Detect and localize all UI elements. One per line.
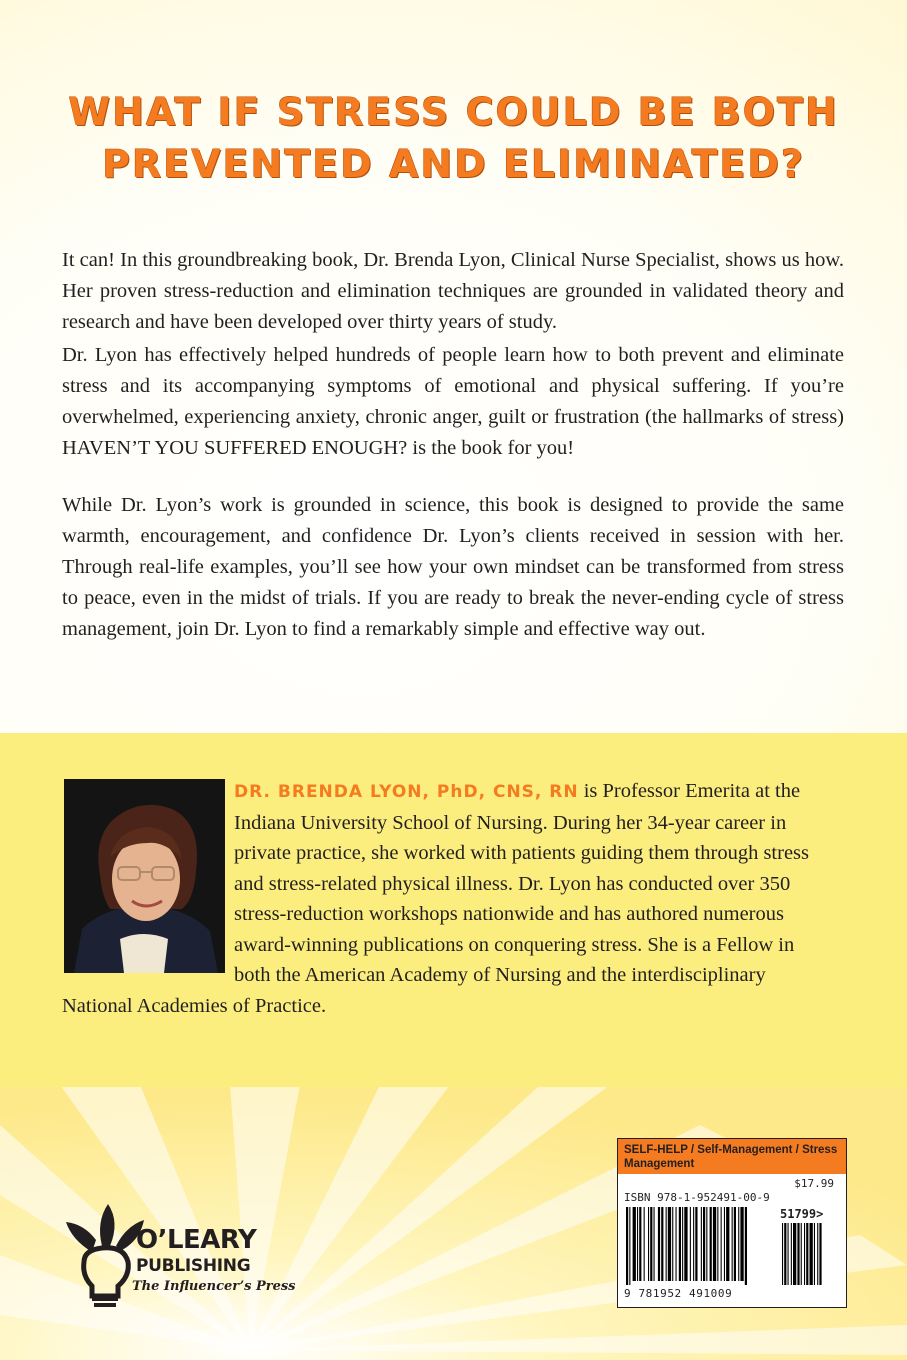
author-name: DR. BRENDA LYON, PhD, CNS, RN xyxy=(234,782,579,802)
barcode-bar xyxy=(661,1207,663,1281)
description-paragraph-2: Dr. Lyon has effectively helped hundreds of people learn how to both prevent and eliminate stress and its accompanying symptoms of emotional and physical suffering. If you’re overwhelmed, experiencing anxiety, chronic anger, guilt or frustration (the hallmarks of stress) HAVEN’T YOU SUFFERED ENOUGH? is the book for you! xyxy=(62,344,844,459)
publisher-name: O’LEARY xyxy=(136,1225,257,1255)
barcode-bar xyxy=(738,1207,739,1281)
headline-line-2: PREVENTED AND ELIMINATED? xyxy=(102,142,805,186)
barcode-bar xyxy=(682,1207,683,1281)
book-category: SELF-HELP / Self-Management / Stress Management xyxy=(618,1139,846,1174)
barcode-bar xyxy=(658,1207,660,1281)
barcode-addon-bar xyxy=(814,1223,815,1285)
barcode-bar xyxy=(710,1207,712,1281)
barcode-addon-digits: 51799> xyxy=(780,1207,824,1221)
barcode-addon-bar xyxy=(791,1223,792,1285)
barcode-bar xyxy=(668,1207,671,1281)
barcode-addon-bar xyxy=(801,1223,802,1285)
barcode-bar xyxy=(644,1207,645,1281)
barcode-bar xyxy=(693,1207,694,1281)
publisher-subtitle: PUBLISHING xyxy=(136,1256,251,1276)
barcode-bar xyxy=(713,1207,716,1281)
book-price: $17.99 xyxy=(794,1177,834,1190)
publisher-tagline: The Influencer’s Press xyxy=(132,1279,296,1294)
barcode-addon-bar xyxy=(817,1223,818,1285)
barcode-bar xyxy=(626,1207,628,1285)
barcode-bar xyxy=(666,1207,667,1281)
barcode-bar xyxy=(650,1207,652,1281)
barcode-addon-bar xyxy=(784,1223,786,1285)
headline xyxy=(40,86,867,190)
barcode-bar xyxy=(732,1207,733,1281)
barcode-addon-bar xyxy=(819,1223,821,1285)
barcode-bar xyxy=(703,1207,705,1281)
barcode-addon-bar xyxy=(782,1223,783,1285)
barcode-bar xyxy=(648,1207,649,1281)
barcode-bar xyxy=(676,1207,677,1281)
barcode-bar xyxy=(629,1207,630,1285)
author-bio-text: is Professor Emerita at the Indiana University School of Nursing. During her 34-year career in private practice, she worked with patients guiding them through stress and stress-related physical illness. Dr. Lyon has conducted over 350 stress-reduction workshops nationwide and has authored numerous award-winning publications on conquering stress. She is a Fellow in both the American Academy of Nursing and the interdisciplinary National Academies of Practice. xyxy=(62,780,810,1017)
barcode-bar xyxy=(706,1207,707,1281)
barcode-box xyxy=(617,1138,847,1308)
isbn-number: ISBN 978-1-952491-00-9 xyxy=(624,1191,770,1204)
barcode-bar xyxy=(701,1207,702,1281)
barcode-ean-digits: 9 781952 491009 xyxy=(624,1287,733,1300)
barcode-bar xyxy=(745,1207,747,1285)
barcode-bar xyxy=(637,1207,638,1281)
barcode-bar xyxy=(633,1207,636,1281)
barcode-bar xyxy=(724,1207,725,1281)
barcode-addon-bar xyxy=(806,1223,808,1285)
barcode-bar xyxy=(740,1207,743,1281)
barcode-bar xyxy=(726,1207,729,1281)
barcode-bar xyxy=(672,1207,673,1281)
barcode-bar xyxy=(734,1207,736,1281)
photo-spacer xyxy=(62,776,234,976)
barcode-bar xyxy=(690,1207,691,1281)
headline-line-1: WHAT IF STRESS COULD BE BOTH xyxy=(68,90,839,134)
barcode-bar xyxy=(684,1207,687,1281)
barcode-bar xyxy=(717,1207,718,1281)
barcode-addon-bar xyxy=(793,1223,796,1285)
barcode-bar xyxy=(695,1207,697,1281)
barcode-bar xyxy=(654,1207,655,1281)
barcode-addon-bar xyxy=(797,1223,799,1285)
barcode-addon-bar xyxy=(810,1223,813,1285)
description-paragraph-1: It can! In this groundbreaking book, Dr. Brenda Lyon, Clinical Nurse Specialist, shows us how. Her proven stress-reduction and elimination techniques are grounded in validated theory and research and have been developed over thirty years of study. xyxy=(62,249,844,333)
barcode-bar xyxy=(639,1207,641,1281)
description-paragraph-3: While Dr. Lyon’s work is grounded in science, this book is designed to provide the same warmth, encouragement, and confidence Dr. Lyon’s clients received in session with her. Through real-life examples, you’ll see how your own mindset can be transformed from stress to peace, even in the midst of trials. If you are ready to break the never-ending cycle of stress management, join Dr. Lyon to find a remarkably simple and effective way out. xyxy=(62,494,844,640)
barcode-addon-bar xyxy=(788,1223,789,1285)
barcode-bar xyxy=(721,1207,722,1281)
barcode-bar xyxy=(679,1207,681,1281)
barcode-addon-bar xyxy=(804,1223,805,1285)
author-bio xyxy=(62,776,832,1021)
